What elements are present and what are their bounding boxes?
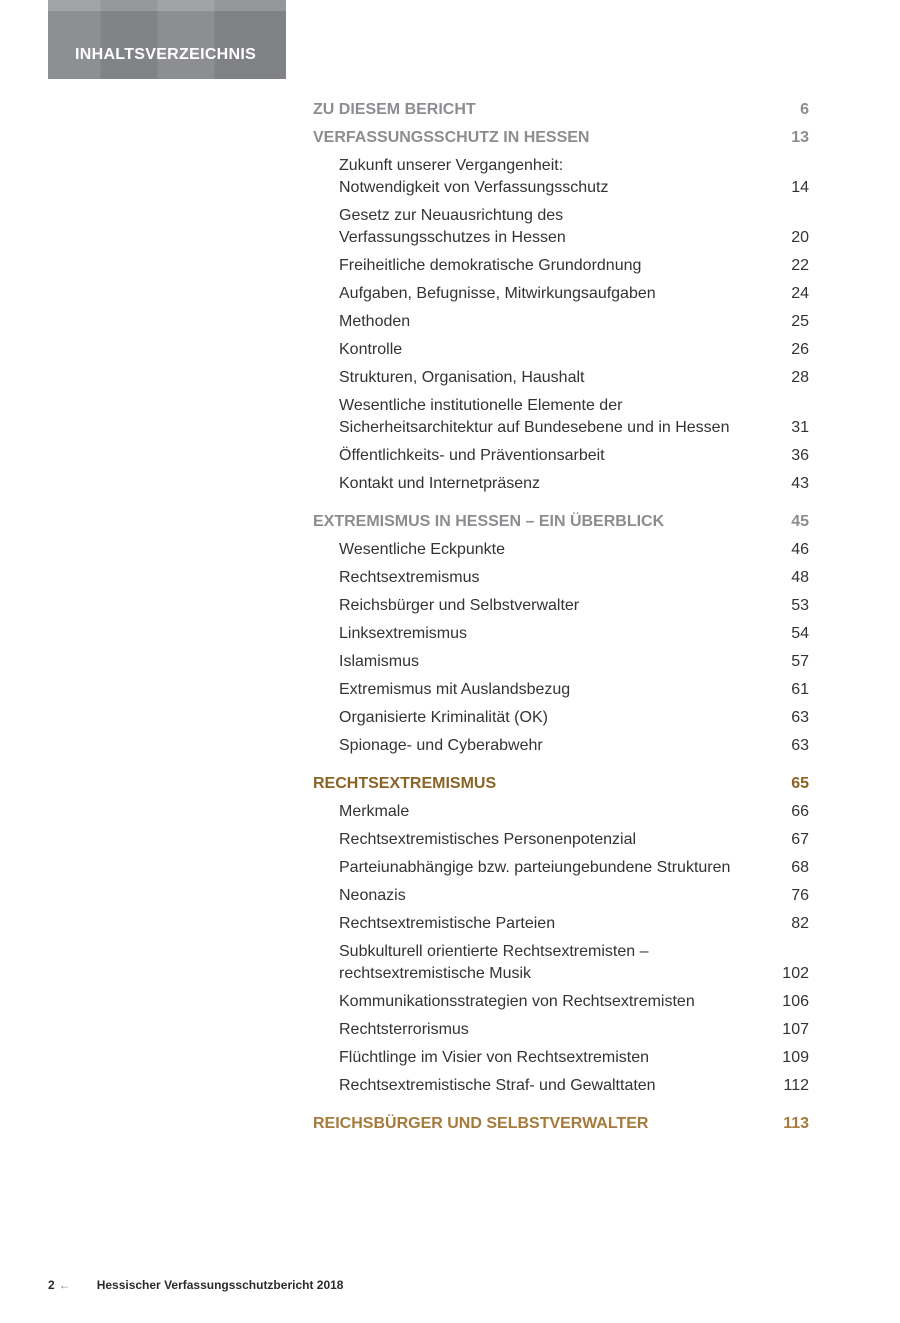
toc-section[interactable] [313, 508, 809, 536]
toc-section-label: RECHTSEXTREMISMUS [313, 775, 497, 792]
toc-entry[interactable] [313, 704, 809, 732]
toc-page-number: 107 [782, 1021, 809, 1038]
toc-page-number: 54 [791, 625, 809, 642]
toc-entry-line: Rechtsextremistische Parteien [339, 915, 556, 932]
toc-page-number: 106 [782, 993, 809, 1010]
document-title: Hessischer Verfassungsschutzbericht 2018 [96, 1278, 344, 1292]
toc-entry-line: Rechtsterrorismus [339, 1021, 469, 1038]
toc-entry[interactable] [313, 798, 809, 826]
toc-entry-label [339, 801, 769, 823]
toc-page-number: 109 [782, 1049, 809, 1066]
toc-entry[interactable] [313, 564, 809, 592]
toc-entry-line: Methoden [339, 313, 411, 330]
toc-entry-line: Freiheitliche demokratische Grundordnung [339, 257, 642, 274]
toc-page-number: 113 [783, 1115, 809, 1132]
toc-entry-line: Merkmale [339, 803, 410, 820]
toc-entry[interactable] [313, 280, 809, 308]
toc-entry-label [339, 339, 769, 361]
toc-page-number: 53 [791, 597, 809, 614]
toc-entry[interactable] [313, 988, 809, 1016]
chapter-title: INHALTSVERZEICHNIS [75, 46, 257, 63]
toc-section[interactable] [313, 1110, 809, 1138]
toc-page-number: 20 [791, 229, 809, 246]
toc-entry-label [339, 991, 769, 1013]
toc-entry-line: Gesetz zur Neuausrichtung des [339, 207, 564, 224]
toc-entry[interactable] [313, 620, 809, 648]
toc-entry-label [339, 707, 769, 729]
toc-page-number: 67 [791, 831, 809, 848]
toc-entry-label [339, 367, 769, 389]
toc-section-label: VERFASSUNGSSCHUTZ IN HESSEN [313, 129, 590, 146]
toc-entry[interactable] [313, 648, 809, 676]
toc-entry-line: Sicherheitsarchitektur auf Bundesebene und in Hessen [339, 419, 730, 436]
toc-page-number: 26 [791, 341, 809, 358]
toc-page-number: 66 [791, 803, 809, 820]
toc-entry[interactable] [313, 826, 809, 854]
toc-entry-label [339, 255, 769, 277]
toc-page-number: 6 [800, 101, 809, 118]
toc-entry-line: rechtsextremistische Musik [339, 965, 532, 982]
page-number: 2 [48, 1278, 55, 1292]
toc-page-number: 48 [791, 569, 809, 586]
toc-entry-line: Flüchtlinge im Visier von Rechtsextremisten [339, 1049, 650, 1066]
toc-entry-line: Neonazis [339, 887, 406, 904]
toc-entry-line: Notwendigkeit von Verfassungsschutz [339, 179, 609, 196]
table-of-contents [313, 96, 809, 1138]
toc-entry[interactable] [313, 364, 809, 392]
toc-page-number: 68 [791, 859, 809, 876]
toc-entry-line: Parteiunabhängige bzw. parteiungebundene Strukturen [339, 859, 731, 876]
toc-page-number: 46 [791, 541, 809, 558]
toc-entry-label [339, 651, 769, 673]
toc-entry-label [339, 205, 769, 249]
toc-entry[interactable] [313, 336, 809, 364]
toc-entry-line: Zukunft unserer Vergangenheit: [339, 157, 564, 174]
toc-entry-line: Strukturen, Organisation, Haushalt [339, 369, 585, 386]
toc-page-number: 22 [791, 257, 809, 274]
toc-entry-line: Öffentlichkeits- und Präventionsarbeit [339, 447, 605, 464]
toc-entry-label [339, 829, 769, 851]
toc-entry[interactable] [313, 252, 809, 280]
toc-page-number: 14 [791, 179, 809, 196]
toc-page-number: 13 [791, 129, 809, 146]
toc-entry[interactable] [313, 676, 809, 704]
toc-entry[interactable] [313, 938, 809, 988]
toc-page-number: 63 [791, 709, 809, 726]
toc-page-number: 31 [791, 419, 809, 436]
toc-entry-label [339, 445, 769, 467]
toc-entry-line: Aufgaben, Befugnisse, Mitwirkungsaufgaben [339, 285, 656, 302]
toc-page-number: 63 [791, 737, 809, 754]
toc-entry[interactable] [313, 732, 809, 760]
toc-entry-line: Rechtsextremistische Straf- und Gewalttaten [339, 1077, 656, 1094]
toc-entry-label [339, 623, 769, 645]
toc-entry[interactable] [313, 536, 809, 564]
toc-section[interactable] [313, 770, 809, 798]
toc-page-number: 82 [791, 915, 809, 932]
toc-entry[interactable] [313, 152, 809, 202]
toc-entry[interactable] [313, 392, 809, 442]
toc-entry-label [339, 473, 769, 495]
toc-entry[interactable] [313, 910, 809, 938]
toc-page-number: 36 [791, 447, 809, 464]
toc-page-number: 43 [791, 475, 809, 492]
toc-page-number: 65 [791, 775, 809, 792]
toc-entry-line: Rechtsextremistisches Personenpotenzial [339, 831, 637, 848]
toc-entry-line: Kontrolle [339, 341, 403, 358]
toc-entry[interactable] [313, 470, 809, 498]
toc-entry-label [339, 679, 769, 701]
toc-page-number: 28 [791, 369, 809, 386]
toc-entry-line: Rechtsextremismus [339, 569, 480, 586]
toc-entry[interactable] [313, 1072, 809, 1100]
toc-entry-line: Spionage- und Cyberabwehr [339, 737, 543, 754]
toc-entry-line: Linksextremismus [339, 625, 468, 642]
toc-page-number: 25 [791, 313, 809, 330]
toc-section[interactable] [313, 96, 809, 124]
toc-section-label: EXTREMISMUS IN HESSEN – EIN ÜBERBLICK [313, 513, 665, 530]
toc-page-number: 61 [791, 681, 809, 698]
toc-entry-label [339, 735, 769, 757]
toc-entry-line: Verfassungsschutzes in Hessen [339, 229, 566, 246]
toc-page-number: 45 [791, 513, 809, 530]
toc-entry-label [339, 539, 769, 561]
toc-page-number: 24 [791, 285, 809, 302]
toc-entry-line: Wesentliche institutionelle Elemente der [339, 397, 623, 414]
toc-section[interactable] [313, 124, 809, 152]
toc-entry-line: Extremismus mit Auslandsbezug [339, 681, 571, 698]
toc-entry[interactable] [313, 202, 809, 252]
toc-entry-label [339, 1047, 769, 1069]
toc-entry-line: Islamismus [339, 653, 420, 670]
toc-entry-label [339, 1019, 769, 1041]
toc-entry-line: Kommunikationsstrategien von Rechtsextremisten [339, 993, 695, 1010]
toc-section-label: ZU DIESEM BERICHT [313, 101, 476, 118]
toc-entry[interactable] [313, 1016, 809, 1044]
toc-entry-label [339, 913, 769, 935]
toc-entry-label [339, 941, 769, 985]
toc-entry-line: Subkulturell orientierte Rechtsextremisten – [339, 943, 649, 960]
toc-section-label: REICHSBÜRGER UND SELBSTVERWALTER [313, 1115, 649, 1132]
toc-page-number: 112 [783, 1077, 809, 1094]
page-footer [48, 1278, 343, 1292]
toc-entry-label [339, 595, 769, 617]
toc-entry-label [339, 395, 769, 439]
toc-page-number: 102 [782, 965, 809, 982]
toc-entry-label [339, 283, 769, 305]
toc-entry-label [339, 311, 769, 333]
toc-entry-label [339, 857, 769, 879]
toc-entry[interactable] [313, 442, 809, 470]
toc-entry[interactable] [313, 882, 809, 910]
toc-page-number: 57 [791, 653, 809, 670]
toc-entry-label [339, 155, 769, 199]
toc-entry-line: Wesentliche Eckpunkte [339, 541, 506, 558]
toc-entry-label [339, 567, 769, 589]
toc-page-number: 76 [791, 887, 809, 904]
toc-entry-label [339, 885, 769, 907]
toc-entry-line: Reichsbürger und Selbstverwalter [339, 597, 580, 614]
toc-entry[interactable] [313, 1044, 809, 1072]
toc-entry[interactable] [313, 308, 809, 336]
arrow-left-icon[interactable]: ← [58, 1278, 71, 1292]
toc-entry[interactable] [313, 592, 809, 620]
chapter-header-tab [48, 0, 286, 79]
toc-entry-label [339, 1075, 769, 1097]
toc-entry-line: Organisierte Kriminalität (OK) [339, 709, 548, 726]
toc-entry[interactable] [313, 854, 809, 882]
toc-entry-line: Kontakt und Internetpräsenz [339, 475, 541, 492]
